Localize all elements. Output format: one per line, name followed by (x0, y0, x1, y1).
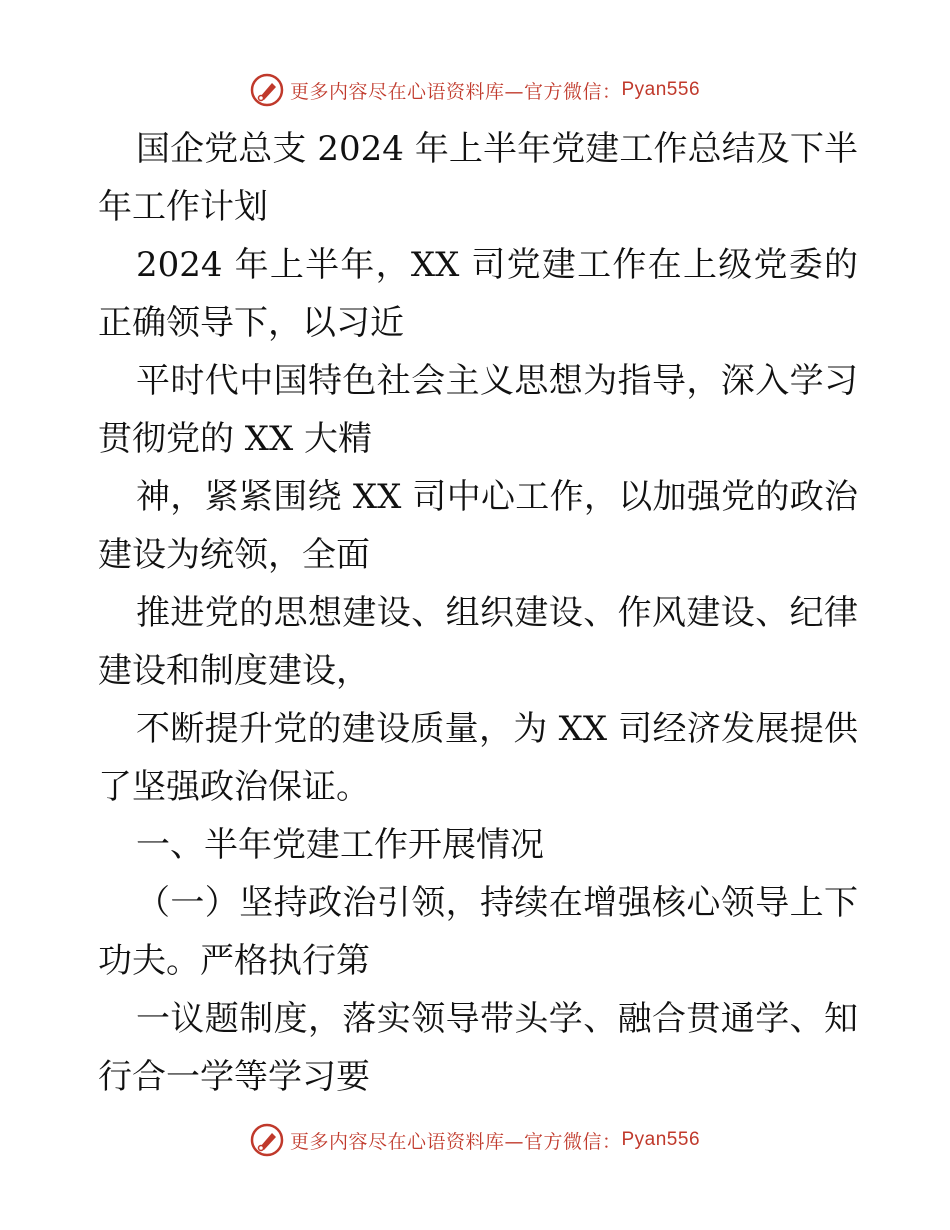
pen-nib-logo-icon (250, 73, 284, 107)
paragraph-1: 2024 年上半年，XX 司党建工作在上级党委的正确领导下，以习近 (98, 245, 858, 343)
paragraph-6: （一）坚持政治引领，持续在增强核心领导上下功夫。严格执行第 (98, 883, 858, 981)
paragraph-3: 神，紧紧围绕 XX 司中心工作，以加强党的政治建设为统领，全面 (98, 477, 858, 575)
document-title: 国企党总支 2024 年上半年党建工作总结及下半年工作计划 (98, 129, 858, 227)
paragraph-7: 一议题制度，落实领导带头学、融合贯通学、知行合一学等学习要 (98, 999, 858, 1097)
paragraph-4: 推进党的思想建设、组织建设、作风建设、纪律建设和制度建设， (98, 593, 858, 691)
header-watermark-banner (0, 70, 950, 110)
footer-watermark-banner (0, 1120, 950, 1160)
banner-label: 更多内容尽在心语资料库—官方微信： (289, 1130, 622, 1153)
banner-wechat-id: Pyan556 (621, 1129, 701, 1150)
section-heading-1: 一、半年党建工作开展情况 (136, 825, 544, 865)
paragraph-5: 不断提升党的建设质量，为 XX 司经济发展提供了坚强政治保证。 (98, 709, 858, 807)
banner-wechat-id: Pyan556 (621, 79, 701, 100)
pen-nib-logo-icon (250, 1123, 284, 1157)
banner-label: 更多内容尽在心语资料库—官方微信： (289, 80, 622, 103)
document-body (98, 120, 858, 1106)
paragraph-2: 平时代中国特色社会主义思想为指导，深入学习贯彻党的 XX 大精 (98, 361, 858, 459)
